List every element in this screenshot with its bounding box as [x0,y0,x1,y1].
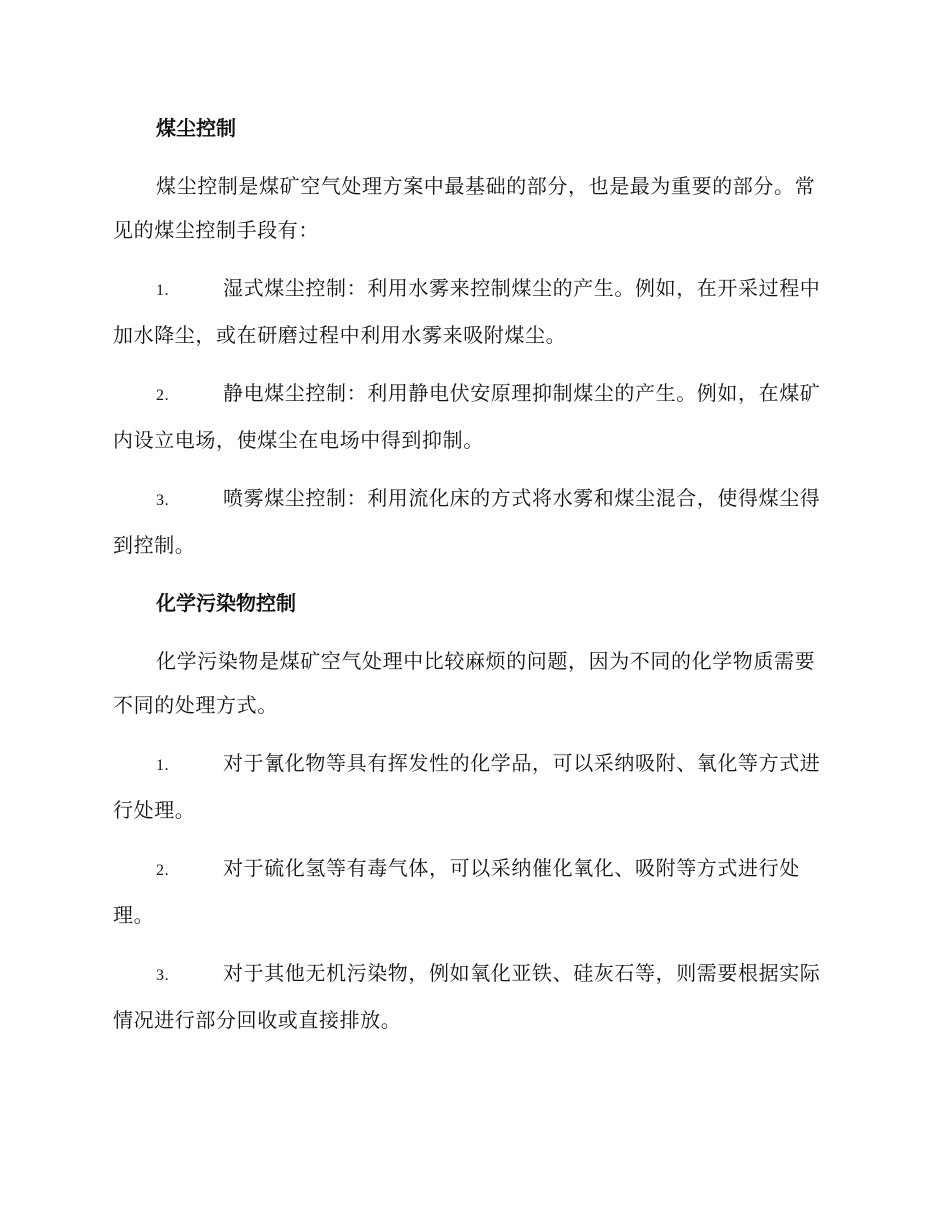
list-item-text: 对于氰化物等具有挥发性的化学品，可以采纳吸附、氧化等方式进行处理。 [113,751,821,822]
list-item-number: 2. [156,862,170,879]
section-intro-dust-control: 煤尘控制是煤矿空气处理方案中最基础的部分，也是最为重要的部分。常见的煤尘控制手段有： [113,174,816,242]
list-item-number: 2. [156,387,170,404]
list-item [113,266,835,357]
section-heading-chemical-control: 化学污染物控制 [156,591,296,615]
list-item-text: 喷雾煤尘控制：利用流化床的方式将水雾和煤尘混合，使得煤尘得到控制。 [113,486,821,557]
list-item-number: 1. [156,282,170,299]
list-item [113,476,835,567]
section-intro-chemical-control: 化学污染物是煤矿空气处理中比较麻烦的问题，因为不同的化学物质需要不同的处理方式。 [113,649,816,717]
list-item-text: 静电煤尘控制：利用静电伏安原理抑制煤尘的产生。例如，在煤矿内设立电场，使煤尘在电场中得到抑制。 [113,381,821,452]
list-item-text: 对于硫化氢等有毒气体，可以采纳催化氧化、吸附等方式进行处理。 [113,856,800,927]
list-item [113,371,835,462]
list-item [113,951,835,1042]
list-item-number: 3. [156,492,170,509]
list-item-text: 湿式煤尘控制：利用水雾来控制煤尘的产生。例如，在开采过程中加水降尘，或在研磨过程中利用水雾来吸附煤尘。 [113,276,821,347]
section-heading-dust-control: 煤尘控制 [156,116,236,140]
list-item-number: 1. [156,757,170,774]
list-item-text: 对于其他无机污染物，例如氧化亚铁、硅灰石等，则需要根据实际情况进行部分回收或直接排放。 [113,961,821,1032]
list-item [113,846,835,937]
document-body [113,106,835,1042]
list-item-number: 3. [156,967,170,984]
list-item [113,741,835,832]
